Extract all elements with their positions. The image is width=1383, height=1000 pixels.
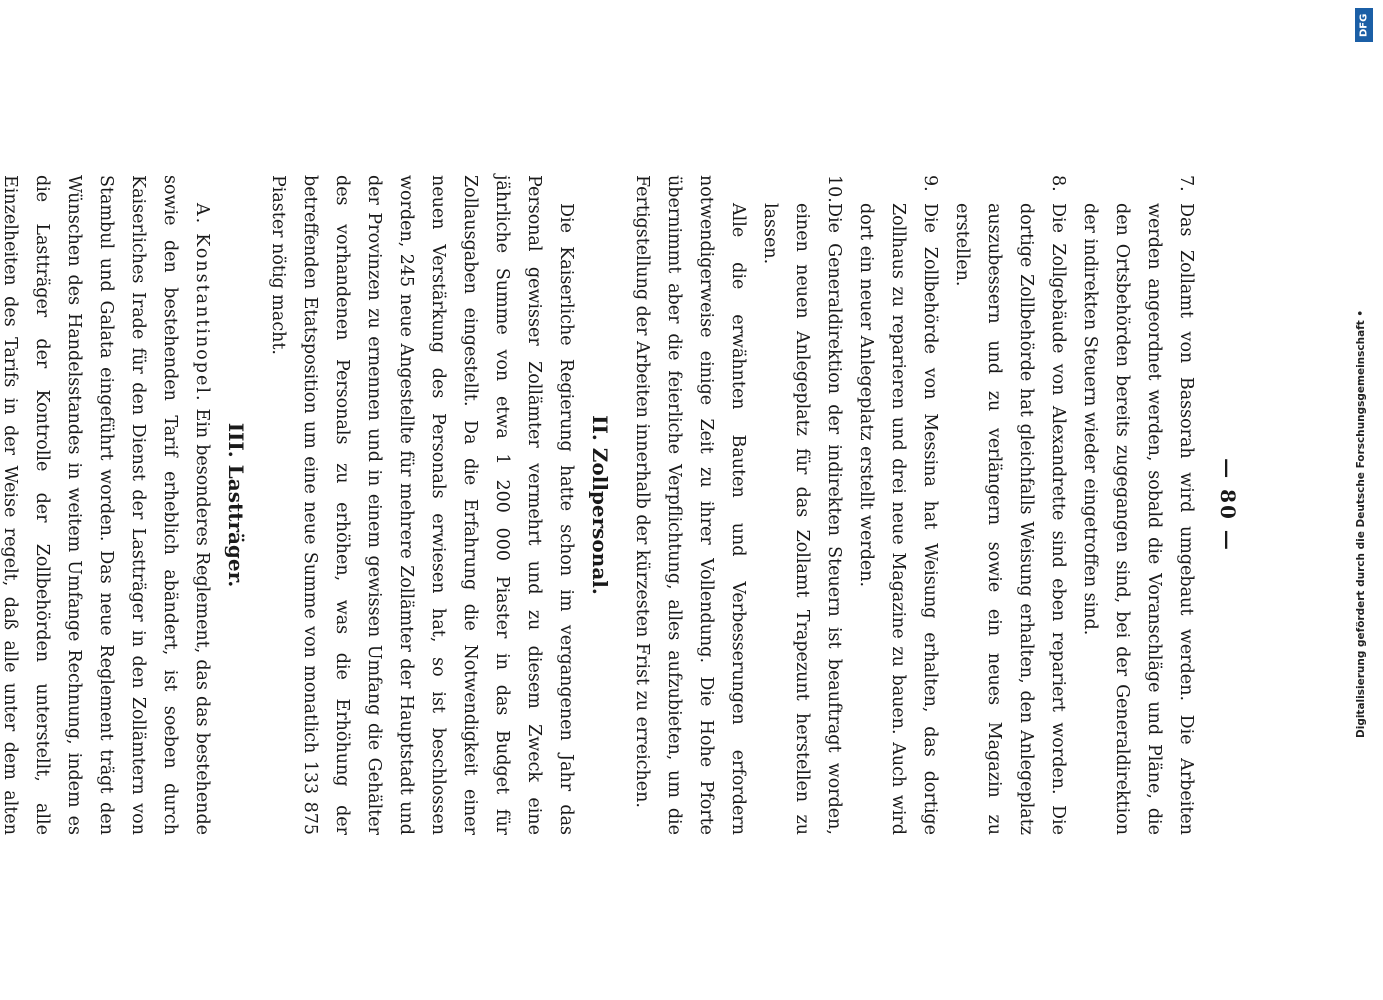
item-number: 7. bbox=[1176, 175, 1196, 192]
item-text: Die Zollbehörde von Messina hat Weisung erhalten, das dortige Zollhaus zu reparieren und drei neue Magazine zu bauen. Auch wird dort ein neuer Anlegeplatz erstellt werden. bbox=[856, 203, 940, 835]
item-number: 9. bbox=[920, 175, 940, 192]
dfg-logo: DFG bbox=[1355, 8, 1373, 42]
section-text-zollpersonal: Die Kaiserliche Regierung hatte schon im vergangenen Jahr das Personal gewisser Zollämter vermehrt und zu diesem Zweck eine jährliche Summe von etwa 1 200 000 Piaster in das Budget für Zollausgaben eingestellt. Da die Erfahrung die Notwendigkeit einer neuen Verstärkung des Personals erwiesen hat, so ist beschlossen worden, 245 neue Angestellte für mehrere Zollämter der Hauptstadt und der Provinzen zu ernennen und in einem gewissen Umfang die Gehälter des vorhandenen Personals zu erhöhen, was die Erhöhung der betreffenden Etatsposition um eine neue Summe von monatlich 133 875 Piaster nötig macht. bbox=[268, 175, 576, 835]
list-item bbox=[850, 175, 946, 835]
document-page bbox=[0, 175, 1240, 836]
item-text: Die Generaldirektion der indirekten Steuern ist beauftragt worden, einen neuen Anlegeplatz für das Zollamt Trapezunt herstellen zu lassen. bbox=[760, 203, 844, 835]
dfg-credit-text: Digitalisierung gefördert durch die Deutsche Forschungsgemeinschaft • bbox=[1355, 309, 1367, 738]
item-text: Die Zollgebäude von Alexandrette sind eben repariert worden. Die dortige Zollbehörde hat gleichfalls Weisung erhalten, den Anlegeplatz auszubessern und zu verlängern sowie ein neues Magazin zu erstellen. bbox=[952, 203, 1068, 835]
section-heading-lasttraeger: III. Lastträger. bbox=[224, 422, 248, 588]
paragraph-text: Ein besonderes Reglement, das das bestehende sowie den bestehenden Tarif erheblich abändert, ist soeben durch Kaiserliches Irade für den Dienst der Lastträger in den Zollämtern von Stambul und Galata eingeführt worden. Das neue Reglement trägt den Wünschen des Handelsstandes in weitem Umfange Rechnung, indem es die Lastträger der Kontrolle der Zollbehörden unterstellt, alle Einzelheiten des Tarifs in der Weise regelt, daß alle unter dem alten bbox=[0, 175, 212, 836]
item-text: Das Zollamt von Bassorah wird umgebaut werden. Die Arbeiten werden angeordnet werden, sobald die Voranschläge und Pläne, die den Ortsbehörden bereits zugegangen sind, bei der Generaldirektion der indirekten Steuern wieder eingetroffen sind. bbox=[1080, 203, 1196, 835]
section-heading-zollpersonal: II. Zollpersonal. bbox=[588, 415, 612, 595]
closing-paragraph: Alle die erwähnten Bauten und Verbesserungen erfordern notwendigerweise einige Zeit zu ihrer Vollendung. Die Hohe Pforte übernimmt aber die feierliche Verpflichtung, alles aufzubieten, um die Fertigstellung der Arbeiten innerhalb der kürzesten Frist zu erreichen. bbox=[632, 175, 748, 835]
item-number: 8. bbox=[1048, 175, 1068, 192]
paragraph-konstantinopel bbox=[0, 175, 218, 835]
list-item bbox=[946, 175, 1074, 835]
item-number: 10. bbox=[824, 175, 844, 203]
list-item bbox=[754, 175, 850, 835]
list-item bbox=[1074, 175, 1202, 835]
page-number: — 80 — bbox=[1216, 458, 1240, 552]
digitization-sidebar bbox=[1351, 0, 1377, 1000]
paragraph-label: A. Konstantinopel. bbox=[192, 203, 212, 403]
